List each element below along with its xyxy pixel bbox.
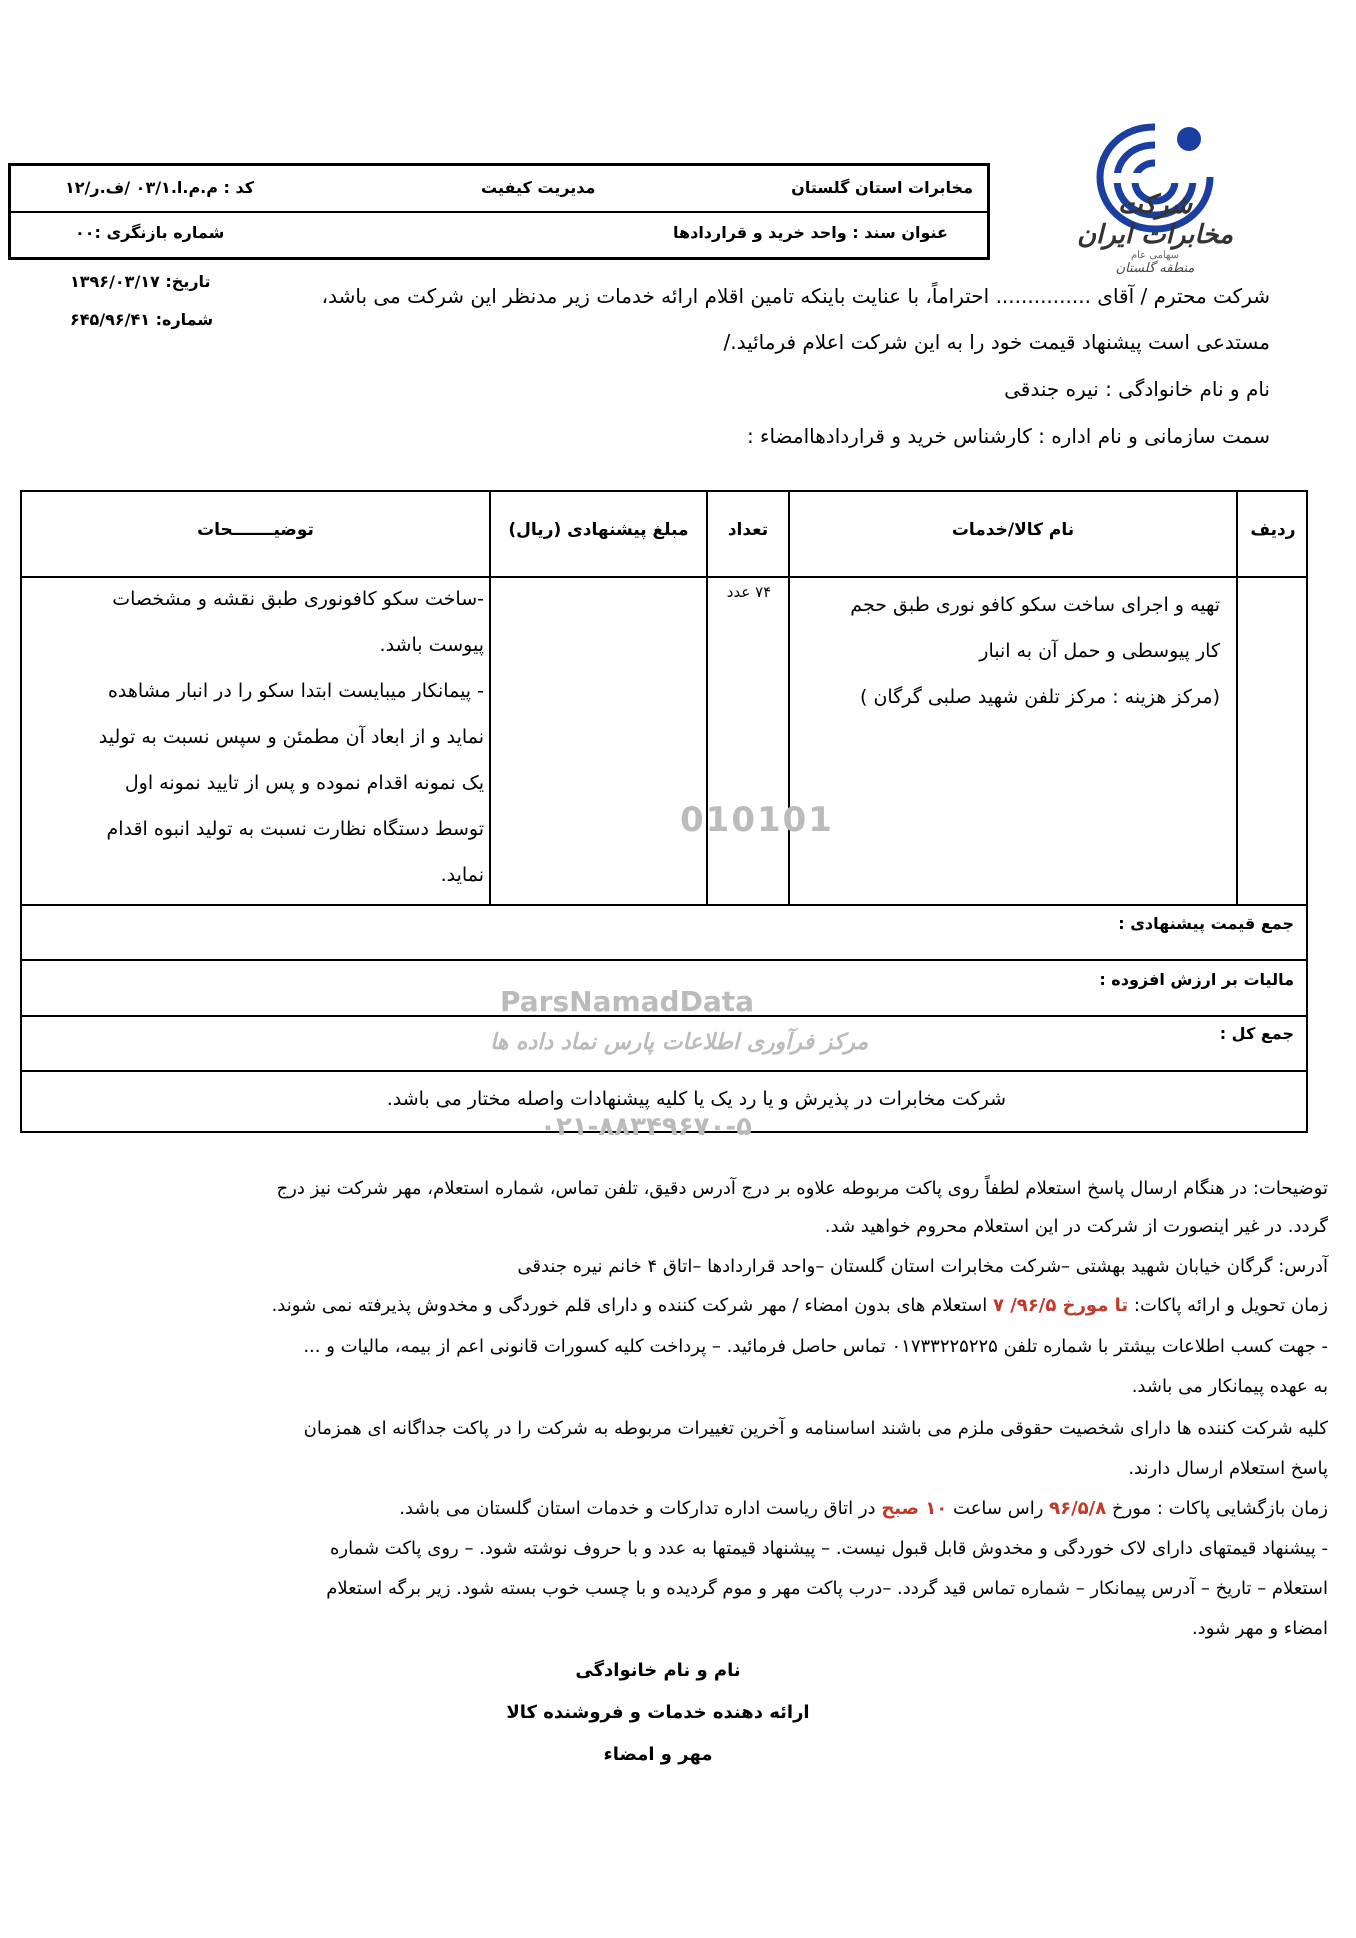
note-legal-a: کلیه شرکت کننده ها دارای شخصیت حقوقی ملزم می باشند اساسنامه و آخرین تغییرات مربوطه به شرکت را در پاکت جداگانه ای همزمان: [303, 1418, 1328, 1439]
col-header-row: ردیف: [1250, 520, 1296, 540]
note-envelope-2: استعلام – تاریخ – آدرس پیمانکار – شماره تماس قید گردد. –درب پاکت مهر و موم گردیده و با چسب خوب بسته شود. زیر برگه استعلام: [326, 1578, 1328, 1599]
note-line: نماید و از ابعاد آن مطمئن و سپس نسبت به تولید: [98, 726, 484, 748]
intro-name: نام و نام خانوادگی : نیره جندقی: [1004, 377, 1270, 401]
col-header-desc: توضیـــــــحات: [197, 520, 314, 540]
note-delivery: [272, 1295, 1328, 1316]
item-line: تهیه و اجرای ساخت سکو کافو نوری طبق حجم: [850, 594, 1220, 616]
opening-time: ۱۰ صبح: [881, 1498, 948, 1519]
note-contractor: به عهده پیمانکار می باشد.: [1131, 1376, 1328, 1397]
note-legal-b: پاسخ استعلام ارسال دارند.: [1128, 1458, 1328, 1479]
total-label: جمع کل :: [1219, 1024, 1294, 1043]
opening-label: زمان بازگشایی پاکات : مورخ: [1111, 1498, 1328, 1519]
note-line: توسط دستگاه نظارت نسبت به تولید انبوه اقدام: [106, 818, 484, 840]
col-header-price: مبلغ پیشنهادی (ریال): [508, 520, 689, 540]
note-line: -ساخت سکو کافونوری طبق نقشه و مشخصات: [112, 588, 484, 610]
col-header-item: نام کالا/خدمات: [951, 520, 1075, 540]
watermark-digits: 010101: [680, 800, 834, 840]
delivery-deadline: تا مورخ ۹۶/۵/ ۷: [992, 1295, 1129, 1316]
note-line: - پیمانکار میبایست ابتدا سکو را در انبار مشاهده: [107, 680, 484, 702]
note-contact: - جهت کسب اطلاعات بیشتر با شماره تلفن ۰۱۷۳۳۲۲۵۲۲۵ تماس حاصل فرمائید. – پرداخت کلیه کسورات قانونی اعم از بیمه، مالیات و ...: [303, 1336, 1328, 1357]
watermark-phone: ۰۲۱-۸۸۳۴۹۶۷۰-۵: [540, 1112, 753, 1142]
item-line: کار پیوسطی و حمل آن به انبار: [979, 640, 1220, 662]
doc-number: شماره: ۶۴۵/۹۶/۴۱: [70, 310, 214, 329]
col-header-qty: تعداد: [727, 520, 769, 540]
item-qty: ۷۴ عدد: [726, 583, 772, 601]
watermark-fa: مرکز فرآوری اطلاعات پارس نماد داده ها: [490, 1030, 869, 1055]
opening-mid: راس ساعت: [953, 1498, 1044, 1519]
header-revision: شماره بازنگری :۰۰: [75, 223, 225, 242]
logo-region: منطقه گلستان: [1115, 261, 1195, 276]
note-1a: توضیحات: در هنگام ارسال پاسخ استعلام لطفاً روی پاکت مربوطه علاوه بر درج آدرس دقیق، تلفن تماس، شماره استعلام، مهر شرکت نیز درج: [276, 1178, 1328, 1199]
signature-stamp: مهر و امضاء: [603, 1744, 713, 1765]
item-notes: [34, 576, 484, 898]
item-line: (مرکز هزینه : مرکز تلفن شهید صلبی گرگان ): [860, 686, 1220, 708]
delivery-label: زمان تحویل و ارائه پاکات:: [1133, 1295, 1328, 1316]
logo-text: [1070, 190, 1240, 276]
note-line: پیوست باشد.: [379, 634, 484, 656]
note-envelope-3: امضاء و مهر شود.: [1191, 1618, 1328, 1639]
opening-date: ۹۶/۵/۸: [1049, 1498, 1107, 1519]
doc-date: تاریخ: ۱۳۹۶/۰۳/۱۷: [70, 272, 211, 291]
logo-brand: شرکت مخابرات ایران: [1076, 190, 1234, 250]
sum-label: جمع قیمت پیشنهادی :: [1118, 914, 1294, 933]
logo-sub: سهامی عام: [1130, 250, 1180, 261]
intro-position: سمت سازمانی و نام اداره : کارشناس خرید و قراردادهاامضاء :: [746, 424, 1270, 448]
header-dept: مدیریت کیفیت: [481, 178, 596, 197]
item-description: [780, 582, 1220, 720]
header-code: کد : م.م.ا.۰۳/۱ /ف.ر/۱۲: [65, 178, 255, 197]
table-footer-note: شرکت مخابرات در پذیرش و یا رد یک یا کلیه پیشنهادات واصله مختار می باشد.: [386, 1088, 1006, 1110]
signature-role: ارائه دهنده خدمات و فروشنده کالا: [506, 1702, 810, 1723]
note-envelope-1: - پیشنهاد قیمتهای دارای لاک خوردگی و مخدوش قابل قبول نیست. – پیشنهاد قیمتها به عدد و با حروف نوشته شود. – روی پاکت شماره: [329, 1538, 1328, 1559]
intro-line-1: شرکت محترم / آقای ............... احتراماً، با عنایت باینکه تامین اقلام ارائه خدمات زیر مدنظر این شرکت می باشد،: [321, 284, 1270, 308]
note-line: نماید.: [440, 864, 484, 886]
watermark-name: ParsNamadData: [500, 985, 754, 1018]
document-header: [8, 163, 990, 260]
vat-label: مالیات بر ارزش افزوده :: [1099, 970, 1294, 989]
delivery-rule: استعلام های بدون امضاء / مهر شرکت کننده و دارای قلم خوردگی و مخدوش پذیرفته نمی شوند.: [271, 1295, 988, 1316]
note-address: آدرس: گرگان خیابان شهید بهشتی –شرکت مخابرات استان گلستان –واحد قراردادها –اتاق ۴ خانم نیره جندقی: [517, 1256, 1328, 1277]
opening-place: در اتاق ریاست اداره تدارکات و خدمات استان گلستان می باشد.: [399, 1498, 876, 1519]
signature-name: نام و نام خانوادگی: [575, 1660, 741, 1681]
note-line: یک نمونه اقدام نموده و پس از تایید نمونه اول: [124, 772, 484, 794]
header-org: مخابرات استان گلستان: [791, 178, 973, 197]
note-1b: گردد. در غیر اینصورت از شرکت در این استعلام محروم خواهید شد.: [824, 1216, 1328, 1237]
note-opening: [399, 1498, 1328, 1519]
header-doc-title: عنوان سند : واحد خرید و قراردادها: [673, 223, 948, 242]
intro-line-2: مستدعی است پیشنهاد قیمت خود را به این شرکت اعلام فرمائید./: [723, 330, 1270, 354]
